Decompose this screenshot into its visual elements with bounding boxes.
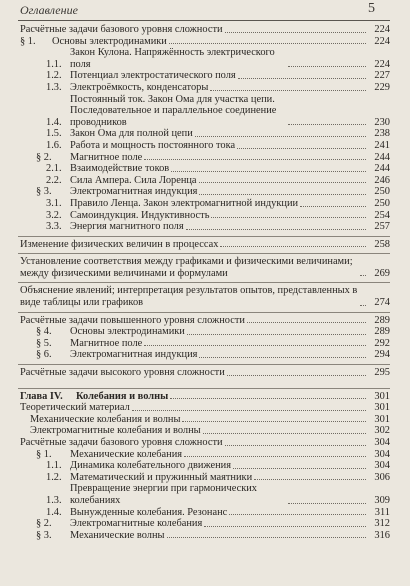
toc-entry-number: § 4. xyxy=(36,326,52,338)
dot-leader xyxy=(182,421,366,422)
toc-entry-page: 295 xyxy=(374,367,390,379)
toc-entry-page: 309 xyxy=(374,494,390,506)
toc-entry[interactable] xyxy=(0,285,410,308)
toc-entry[interactable] xyxy=(0,449,410,461)
toc-entry-page: 301 xyxy=(374,402,390,414)
toc-entry-title: Магнитное поле xyxy=(70,151,143,163)
toc-entry[interactable] xyxy=(0,349,410,361)
running-title: Оглавление xyxy=(20,3,78,17)
toc-entry-title: Самоиндукция. Индуктивность xyxy=(70,209,210,221)
toc-entry[interactable] xyxy=(0,460,410,472)
toc-entry-page: 316 xyxy=(374,529,390,541)
toc-entry[interactable] xyxy=(0,483,410,506)
toc-entry-title: Работа и мощность постоянного тока xyxy=(70,139,236,151)
toc-entry-page: 292 xyxy=(374,337,390,349)
toc-entry-page: 301 xyxy=(374,413,390,425)
toc-entry-title: Электромагнитная индукция xyxy=(70,349,198,361)
toc-entry[interactable] xyxy=(0,338,410,350)
toc-entry-title: Расчётные задачи высокого уровня сложности xyxy=(20,367,225,379)
toc-entry-title: Теоретический материал xyxy=(20,402,130,414)
toc-entry-page: 224 xyxy=(374,35,390,47)
toc-entry[interactable] xyxy=(0,94,410,129)
toc-entry-number: § 2. xyxy=(36,151,52,163)
toc-entry-title: Магнитное поле xyxy=(70,337,143,349)
dot-leader xyxy=(170,398,366,399)
toc-entry-number: 1.4. xyxy=(46,116,62,128)
dot-leader xyxy=(225,32,366,33)
toc-entry[interactable] xyxy=(0,530,410,542)
toc-entry-number: 1.5. xyxy=(46,128,62,140)
toc-entry[interactable] xyxy=(0,326,410,338)
page-header xyxy=(0,0,410,22)
dot-leader xyxy=(184,456,366,457)
section-divider xyxy=(18,253,390,254)
toc-entry[interactable] xyxy=(0,437,410,449)
toc-entry-page: 257 xyxy=(374,221,390,233)
toc-entry-number: 1.2. xyxy=(46,471,62,483)
toc-entry[interactable] xyxy=(0,402,410,414)
toc-entry[interactable] xyxy=(0,391,410,403)
dot-leader xyxy=(171,171,366,172)
dot-leader xyxy=(167,537,366,538)
dot-leader xyxy=(233,468,366,469)
dot-leader xyxy=(211,217,366,218)
toc-entry[interactable] xyxy=(0,163,410,175)
toc-entry-title: Объяснение явлений; интерпретация результатов опытов, представленных в виде таблицы или графиков xyxy=(20,285,358,309)
toc-entry[interactable] xyxy=(0,256,410,279)
toc-entry[interactable] xyxy=(0,82,410,94)
toc-entry-page: 289 xyxy=(374,314,390,326)
toc-entry-number: 2.2. xyxy=(46,174,62,186)
toc-entry[interactable] xyxy=(0,198,410,210)
toc-entry-number: § 6. xyxy=(36,349,52,361)
toc-entry-page: 224 xyxy=(374,58,390,70)
toc-entry-page: 229 xyxy=(374,81,390,93)
toc-entry[interactable] xyxy=(0,152,410,164)
toc-entry-title: Закон Ома для полной цепи xyxy=(70,128,193,140)
dot-leader xyxy=(229,514,366,515)
dot-leader xyxy=(199,194,366,195)
dot-leader xyxy=(132,410,366,411)
toc-entry-number: 1.2. xyxy=(46,70,62,82)
toc-entry-title: Электромагнитная индукция xyxy=(70,186,198,198)
dot-leader xyxy=(288,66,366,67)
dot-leader xyxy=(199,182,366,183)
toc-entry[interactable] xyxy=(0,24,410,36)
toc-entry-page: 304 xyxy=(374,448,390,460)
toc-entry-page: 301 xyxy=(374,390,390,402)
toc-entry-title: Электромагнитные колебания и волны xyxy=(30,425,201,437)
toc-list xyxy=(0,24,410,541)
toc-entry-title: Расчётные задачи повышенного уровня сложности xyxy=(20,314,245,326)
toc-entry-title: Расчётные задачи базового уровня сложности xyxy=(20,24,223,35)
toc-entry-page: 311 xyxy=(374,506,390,518)
toc-entry-page: 294 xyxy=(374,349,390,361)
toc-entry-title: Правило Ленца. Закон электромагнитной индукции xyxy=(70,197,299,209)
toc-entry-page: 227 xyxy=(374,70,390,82)
toc-entry[interactable] xyxy=(0,210,410,222)
dot-leader xyxy=(238,78,366,79)
toc-entry-title: Постоянный ток. Закон Ома для участка цепи. Последовательное и параллельное соединение проводников xyxy=(70,93,277,128)
toc-entry-page: 224 xyxy=(374,24,390,35)
toc-entry-number: 1.3. xyxy=(46,494,62,506)
toc-entry-number: 1.6. xyxy=(46,139,62,151)
toc-entry-page: 244 xyxy=(374,163,390,175)
toc-entry-number: Глава IV. xyxy=(20,390,63,402)
dot-leader xyxy=(203,433,366,434)
toc-entry-number: 1.1. xyxy=(46,460,62,472)
toc-entry-page: 269 xyxy=(374,267,390,279)
toc-entry[interactable] xyxy=(0,239,410,251)
toc-entry-page: 258 xyxy=(374,238,390,250)
toc-entry-title: Энергия магнитного поля xyxy=(70,221,184,233)
toc-entry-number: § 1. xyxy=(20,35,36,47)
section-divider xyxy=(18,312,390,313)
toc-entry-number: § 2. xyxy=(36,518,52,530)
toc-entry-title: Механические волны xyxy=(70,529,165,541)
toc-entry-page: 304 xyxy=(374,460,390,472)
toc-entry-title: Потенциал электростатического поля xyxy=(70,70,236,82)
toc-entry-title: Сила Ампера. Сила Лоренца xyxy=(70,174,197,186)
toc-entry-title: Динамика колебательного движения xyxy=(70,460,231,472)
dot-leader xyxy=(169,43,366,44)
dot-leader xyxy=(144,159,366,160)
dot-leader xyxy=(186,229,366,230)
toc-entry-title: Вынужденные колебания. Резонанс xyxy=(70,506,228,518)
toc-entry-page: 238 xyxy=(374,128,390,140)
toc-entry-title: Механические колебания и волны xyxy=(30,413,181,425)
toc-entry-number: 1.4. xyxy=(46,506,62,518)
toc-entry[interactable] xyxy=(0,414,410,426)
toc-entry-number: § 3. xyxy=(36,186,52,198)
toc-entry-page: 304 xyxy=(374,437,390,448)
toc-entry-page: 230 xyxy=(374,116,390,128)
toc-entry[interactable] xyxy=(0,70,410,82)
section-divider xyxy=(18,364,390,365)
toc-entry-title: Превращение энергии при гармонических колебаниях xyxy=(70,483,258,506)
dot-leader xyxy=(225,445,366,446)
toc-entry-page: 312 xyxy=(374,518,390,530)
toc-entry-number: 3.3. xyxy=(46,221,62,233)
toc-entry[interactable] xyxy=(0,472,410,484)
toc-entry[interactable] xyxy=(0,186,410,198)
toc-entry-page: 244 xyxy=(374,151,390,163)
toc-entry-number: § 5. xyxy=(36,337,52,349)
toc-entry-page: 250 xyxy=(374,197,390,209)
toc-entry-title: Закон Кулона. Напряжённость электрического поля xyxy=(70,47,275,70)
dot-leader xyxy=(187,334,366,335)
dot-leader xyxy=(204,526,366,527)
dot-leader xyxy=(199,357,366,358)
toc-entry-title: Электромагнитные колебания xyxy=(70,518,203,530)
toc-entry-number: 3.1. xyxy=(46,197,62,209)
toc-entry-title: Изменение физических величин в процессах xyxy=(20,238,219,250)
toc-entry-title: Расчётные задачи базового уровня сложности xyxy=(20,437,223,448)
toc-entry[interactable] xyxy=(0,367,410,379)
section-divider xyxy=(18,282,390,283)
toc-entry[interactable] xyxy=(0,47,410,70)
dot-leader xyxy=(210,90,366,91)
dot-leader xyxy=(195,136,366,137)
dot-leader xyxy=(227,375,366,376)
toc-entry-page: 241 xyxy=(374,139,390,151)
toc-entry-page: 246 xyxy=(374,174,390,186)
toc-entry-title: Математический и пружинный маятники xyxy=(70,471,253,483)
toc-entry-title: Механические колебания xyxy=(70,448,183,460)
dot-leader xyxy=(254,479,366,480)
toc-entry[interactable] xyxy=(0,175,410,187)
dot-leader xyxy=(360,275,366,276)
toc-entry[interactable] xyxy=(0,425,410,437)
toc-entry-number: 2.1. xyxy=(46,163,62,175)
dot-leader xyxy=(220,246,366,247)
toc-entry-number: 1.3. xyxy=(46,81,62,93)
toc-entry-title: Электроёмкость, конденсаторы xyxy=(70,81,209,93)
toc-entry-title: Основы электродинамики xyxy=(70,326,185,338)
toc-entry[interactable] xyxy=(0,128,410,140)
section-gap xyxy=(0,379,410,385)
toc-entry-page: 250 xyxy=(374,186,390,198)
toc-entry-title: Взаимодействие токов xyxy=(70,163,170,175)
toc-entry-number: 1.1. xyxy=(46,58,62,70)
toc-entry-title: Колебания и волны xyxy=(76,390,169,402)
toc-entry[interactable] xyxy=(0,518,410,530)
toc-entry-number: 3.2. xyxy=(46,209,62,221)
dot-leader xyxy=(288,503,366,504)
toc-entry[interactable] xyxy=(0,36,410,48)
toc-entry-page: 254 xyxy=(374,209,390,221)
dot-leader xyxy=(237,148,366,149)
dot-leader xyxy=(247,322,366,323)
toc-entry-page: 289 xyxy=(374,326,390,338)
toc-entry-number: § 1. xyxy=(36,448,52,460)
toc-entry-title: Основы электродинамики xyxy=(52,35,167,47)
page-number: 5 xyxy=(368,1,375,16)
toc-entry[interactable] xyxy=(0,507,410,519)
toc-entry-title: Установление соответствия между графиками и физическими величинами; между физическими величинами и формулами xyxy=(20,256,353,279)
dot-leader xyxy=(360,305,366,306)
dot-leader xyxy=(144,345,366,346)
toc-entry-number: § 3. xyxy=(36,529,52,541)
dot-leader xyxy=(300,206,366,207)
section-divider xyxy=(18,388,390,389)
toc-entry-page: 274 xyxy=(374,297,390,309)
dot-leader xyxy=(288,124,366,125)
toc-entry[interactable] xyxy=(0,315,410,327)
header-rule xyxy=(18,20,390,21)
section-divider xyxy=(18,236,390,237)
toc-entry-page: 302 xyxy=(374,425,390,437)
toc-entry-page: 306 xyxy=(374,471,390,483)
toc-entry[interactable] xyxy=(0,140,410,152)
toc-entry[interactable] xyxy=(0,221,410,233)
